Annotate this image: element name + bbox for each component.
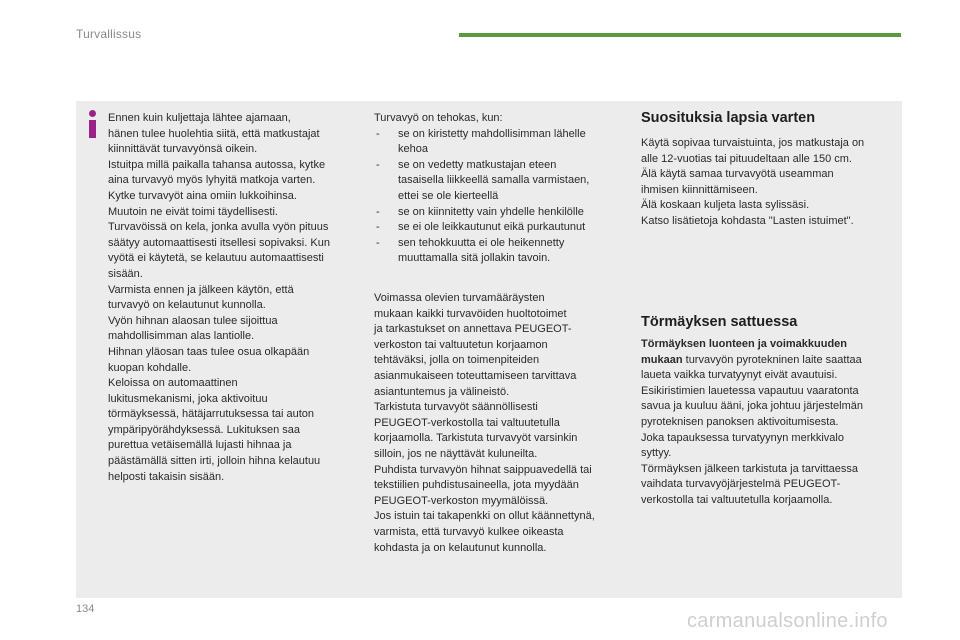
list-item: - se on kiinnitetty vain yhdelle henkilölle <box>374 205 629 221</box>
text-line: alle 12-vuotias tai pituudeltaan alle 150 cm. <box>641 152 852 165</box>
text-line: mahdollisimman alas lantiolle. <box>108 330 255 343</box>
text-line: Keloissa on automaattinen <box>108 377 238 390</box>
text-line: mukaan turvavyön pyrotekninen laite saattaa <box>641 353 862 366</box>
text-line: Esikiristimien lauetessa vapautuu vaaratonta <box>641 384 859 397</box>
text-line: Voimassa olevien turvamääräysten <box>374 292 545 304</box>
text-line: Katso lisätietoja kohdasta "Lasten istuimet". <box>641 214 854 227</box>
text-line: Vyön hihnan alaosan tulee sijoittua <box>108 314 278 327</box>
info-icon <box>86 110 98 138</box>
text-line: Turvavöissä on kela, jonka avulla vyön pituus <box>108 221 329 234</box>
text-line: syttyy. <box>641 447 672 460</box>
text-line: vaihdata turvavyöjärjestelmä PEUGEOT- <box>641 478 841 491</box>
text-line: säätyy automaattisesti itsellesi sopivaksi. Kun <box>108 236 330 249</box>
text-line: helposti takaisin sisään. <box>108 470 225 483</box>
text-line: laueta vaikka turvatyynyt eivät avautuisi. <box>641 369 838 382</box>
text-line: silloin, jos ne näyttävät kuluneilta. <box>374 447 538 460</box>
text-line: hänen tulee huolehtia siitä, että matkustajat <box>108 127 320 140</box>
list-intro: Turvavyö on tehokas, kun: <box>374 112 503 124</box>
general-info-text <box>108 111 363 485</box>
text-line: ympäripyörähdyksessä. Lukituksen saa <box>108 423 300 436</box>
text-line: tehtäväksi, jolla on toimenpiteiden <box>374 354 540 367</box>
list-item: - se on vedetty matkustajan eteen tasaisella liikkeellä samalla varmistaen, ettei se ole kierteellä <box>374 158 629 205</box>
text-line: sisään. <box>108 267 143 280</box>
text-line: savua ja kuuluu ääni, joka johtuu järjestelmän <box>641 400 863 413</box>
condition-list <box>374 127 629 267</box>
text-line: Hihnan yläosan taas tulee osua olkapään <box>108 345 310 358</box>
text-line: korjaamolla. Tarkistuta turvavyöt varsinkin <box>374 432 578 445</box>
text-line: Törmäyksen jälkeen tarkistuta ja tarvittaessa <box>641 462 859 475</box>
text-line: verkostolla tai valtuutetulla korjaamolla. <box>641 493 833 506</box>
text-line: Istuitpa millä paikalla tahansa autossa, kytke <box>108 158 326 171</box>
text-line: asianmukaiseen toteuttamiseen tarvittava <box>374 369 577 382</box>
text-line: Puhdista turvavyön hihnat saippuavedellä tai <box>374 463 592 476</box>
list-item: - se ei ole leikkautunut eikä purkautunut <box>374 220 629 236</box>
text-line: Älä käytä samaa turvavyötä useamman <box>641 168 834 181</box>
text-line: törmäyksessä, hätäjarrutuksessa tai auton <box>108 408 315 421</box>
text-line: varmista, että turvavyö kulkee oikeasta <box>374 525 564 538</box>
text-line: Tarkistuta turvavyöt säännöllisesti <box>374 401 538 414</box>
text-line: mukaan kaikki turvavöiden huoltotoimet <box>374 307 567 320</box>
text-line: Älä koskaan kuljeta lasta sylissäsi. <box>641 199 810 212</box>
collision-heading: Törmäyksen sattuessa <box>641 314 798 330</box>
maintenance-text <box>374 291 630 556</box>
text-line: lukitusmekanismi, joka aktivoituu <box>108 392 268 405</box>
text-line: ja tarkastukset on annettava PEUGEOT- <box>374 323 572 336</box>
text-line: Käytä sopivaa turvaistuinta, jos matkustaja on <box>641 137 865 149</box>
list-item: - se on kiristetty mahdollisimman lähelle kehoa <box>374 127 629 158</box>
text-line: Varmista ennen ja jälkeen käytön, että <box>108 283 294 296</box>
watermark: carmanualsonline.info <box>687 610 888 632</box>
text-line: Muutoin ne eivät toimi täydellisesti. <box>108 205 278 218</box>
text-line: Kytke turvavyöt aina omiin lukkoihinsa. <box>108 189 297 202</box>
text-line: ihmisen kiinnittämiseen. <box>641 183 758 196</box>
text-line: pyroteknisen panoksen aktivoitumisesta. <box>641 415 839 428</box>
children-text <box>641 136 897 230</box>
text-line: asiantuntemus ja välineistö. <box>374 385 510 398</box>
collision-text <box>641 337 897 509</box>
text-line: kiinnittävät turvavyönsä oikein. <box>108 143 258 156</box>
text-line: Törmäyksen luonteen ja voimakkuuden <box>641 338 848 350</box>
text-line: PEUGEOT-verkostolla tai valtuutetulla <box>374 416 560 429</box>
list-item: - sen tehokkuutta ei ole heikennetty muuttamalla sitä jollakin tavoin. <box>374 236 629 267</box>
text-line: Joka tapauksessa turvatyynyn merkkivalo <box>641 431 844 444</box>
text-line: purettua vetäisemällä lujasti hihnaa ja <box>108 439 292 452</box>
text-line: kohdasta ja on kelautunut kunnolla. <box>374 541 547 554</box>
section-title: Turvallissus <box>76 27 142 41</box>
text-line: tekstiilien puhdistusaineella, jota myydään <box>374 479 579 492</box>
text-line: Jos istuin tai takapenkki on ollut käännettynä, <box>374 510 595 523</box>
text-line: verkoston tai valtuutetun korjaamon <box>374 338 548 351</box>
text-line: kuopan kohdalle. <box>108 361 192 374</box>
text-line: vyötä ei käytetä, se kelautuu automaattisesti <box>108 252 324 265</box>
effectiveness-conditions <box>374 111 629 267</box>
text-line: turvavyö on kelautunut kunnolla. <box>108 299 266 312</box>
text-line: PEUGEOT-verkoston myymälöissä. <box>374 494 549 507</box>
text-line: Ennen kuin kuljettaja lähtee ajamaan, <box>108 112 291 124</box>
page-number: 134 <box>76 603 95 615</box>
text-line: aina turvavyö myös lyhyitä matkoja varten. <box>108 174 316 187</box>
text-line: päästämällä sitten irti, jolloin hihna kelautuu <box>108 455 321 468</box>
children-heading: Suosituksia lapsia varten <box>641 110 816 126</box>
accent-bar <box>459 33 901 37</box>
